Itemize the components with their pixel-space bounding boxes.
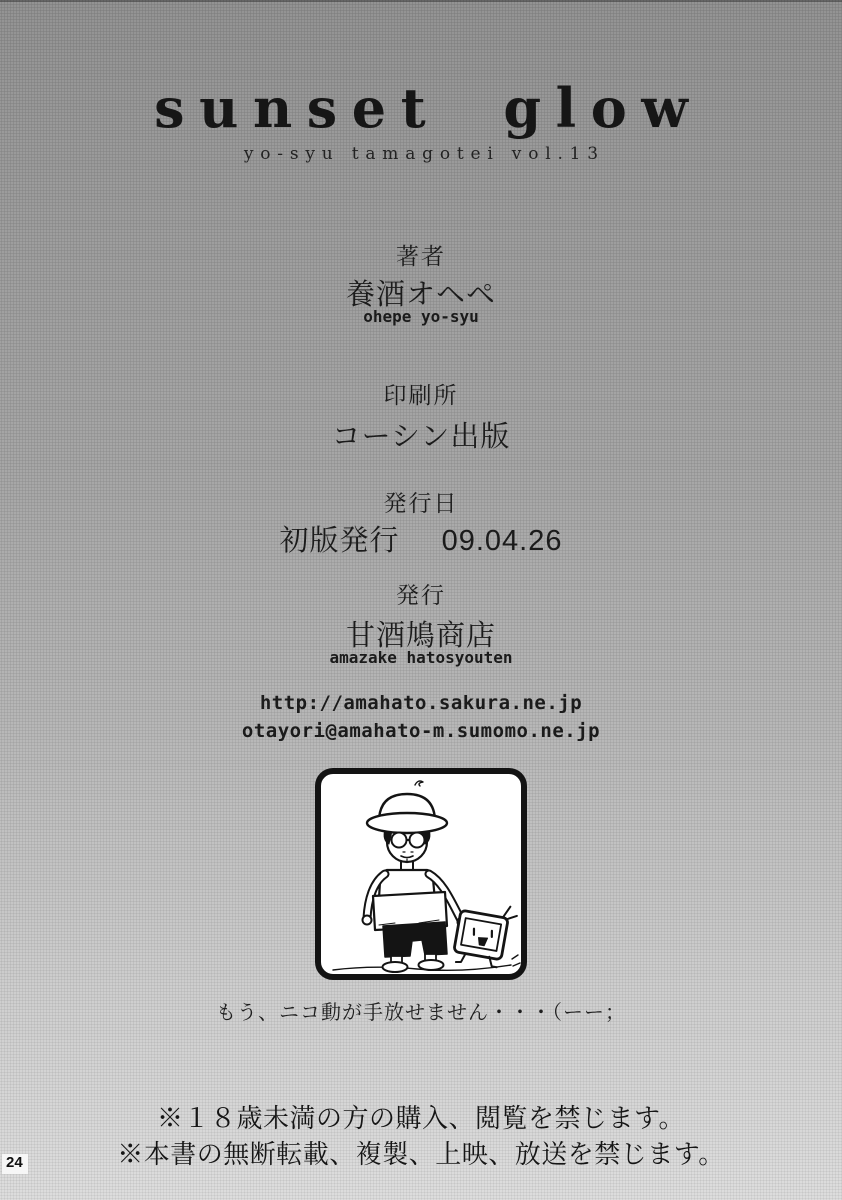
illustration-caption: もう、ニコ動が手放せません・・・（ーー；	[216, 1002, 626, 1024]
issue-date-label: 発行日	[383, 490, 459, 516]
disclaimer-copyright: ※本書の無断転載、複製、上映、放送を禁じます。	[117, 1139, 725, 1169]
author-name: 養酒オヘペ	[345, 279, 496, 311]
issue-date-value: 09.04.26	[441, 525, 563, 557]
disclaimer-age: ※１８歳未満の方の購入、閲覧を禁じます。	[157, 1103, 685, 1133]
issue-date-line	[0, 518, 842, 559]
glasses-right-lens	[410, 833, 425, 848]
mascot-illustration	[321, 774, 521, 974]
publisher-label: 発行	[396, 582, 446, 608]
left-hand	[363, 916, 372, 925]
hat-scribble	[415, 781, 423, 786]
publisher-name: 甘酒鳩商店	[345, 620, 496, 652]
motion-dashes	[512, 955, 520, 966]
tv-robot-figure	[452, 898, 518, 971]
author-label: 著者	[396, 243, 446, 269]
website-url: http://amahato.sakura.ne.jp	[259, 692, 583, 714]
printer-label: 印刷所	[383, 382, 459, 408]
man-figure	[363, 781, 467, 972]
contact-email: otayori@amahato-m.sumomo.ne.jp	[241, 720, 601, 742]
edition-label: 初版発行	[279, 525, 400, 557]
robot-face	[461, 918, 501, 951]
hat-brim	[367, 813, 447, 833]
page-number: 24	[2, 1154, 28, 1174]
printer-name: コーシン出版	[331, 421, 511, 453]
shorts	[383, 922, 447, 957]
publisher-romaji: amazake hatosyouten	[329, 648, 513, 667]
page-title: sunset glow	[154, 76, 703, 140]
mascot-illustration-box	[315, 768, 527, 980]
glasses-left-lens	[392, 833, 407, 848]
author-romaji: ohepe yo-syu	[363, 307, 479, 326]
page-subtitle: yo-syu tamagotei vol.13	[243, 144, 605, 164]
